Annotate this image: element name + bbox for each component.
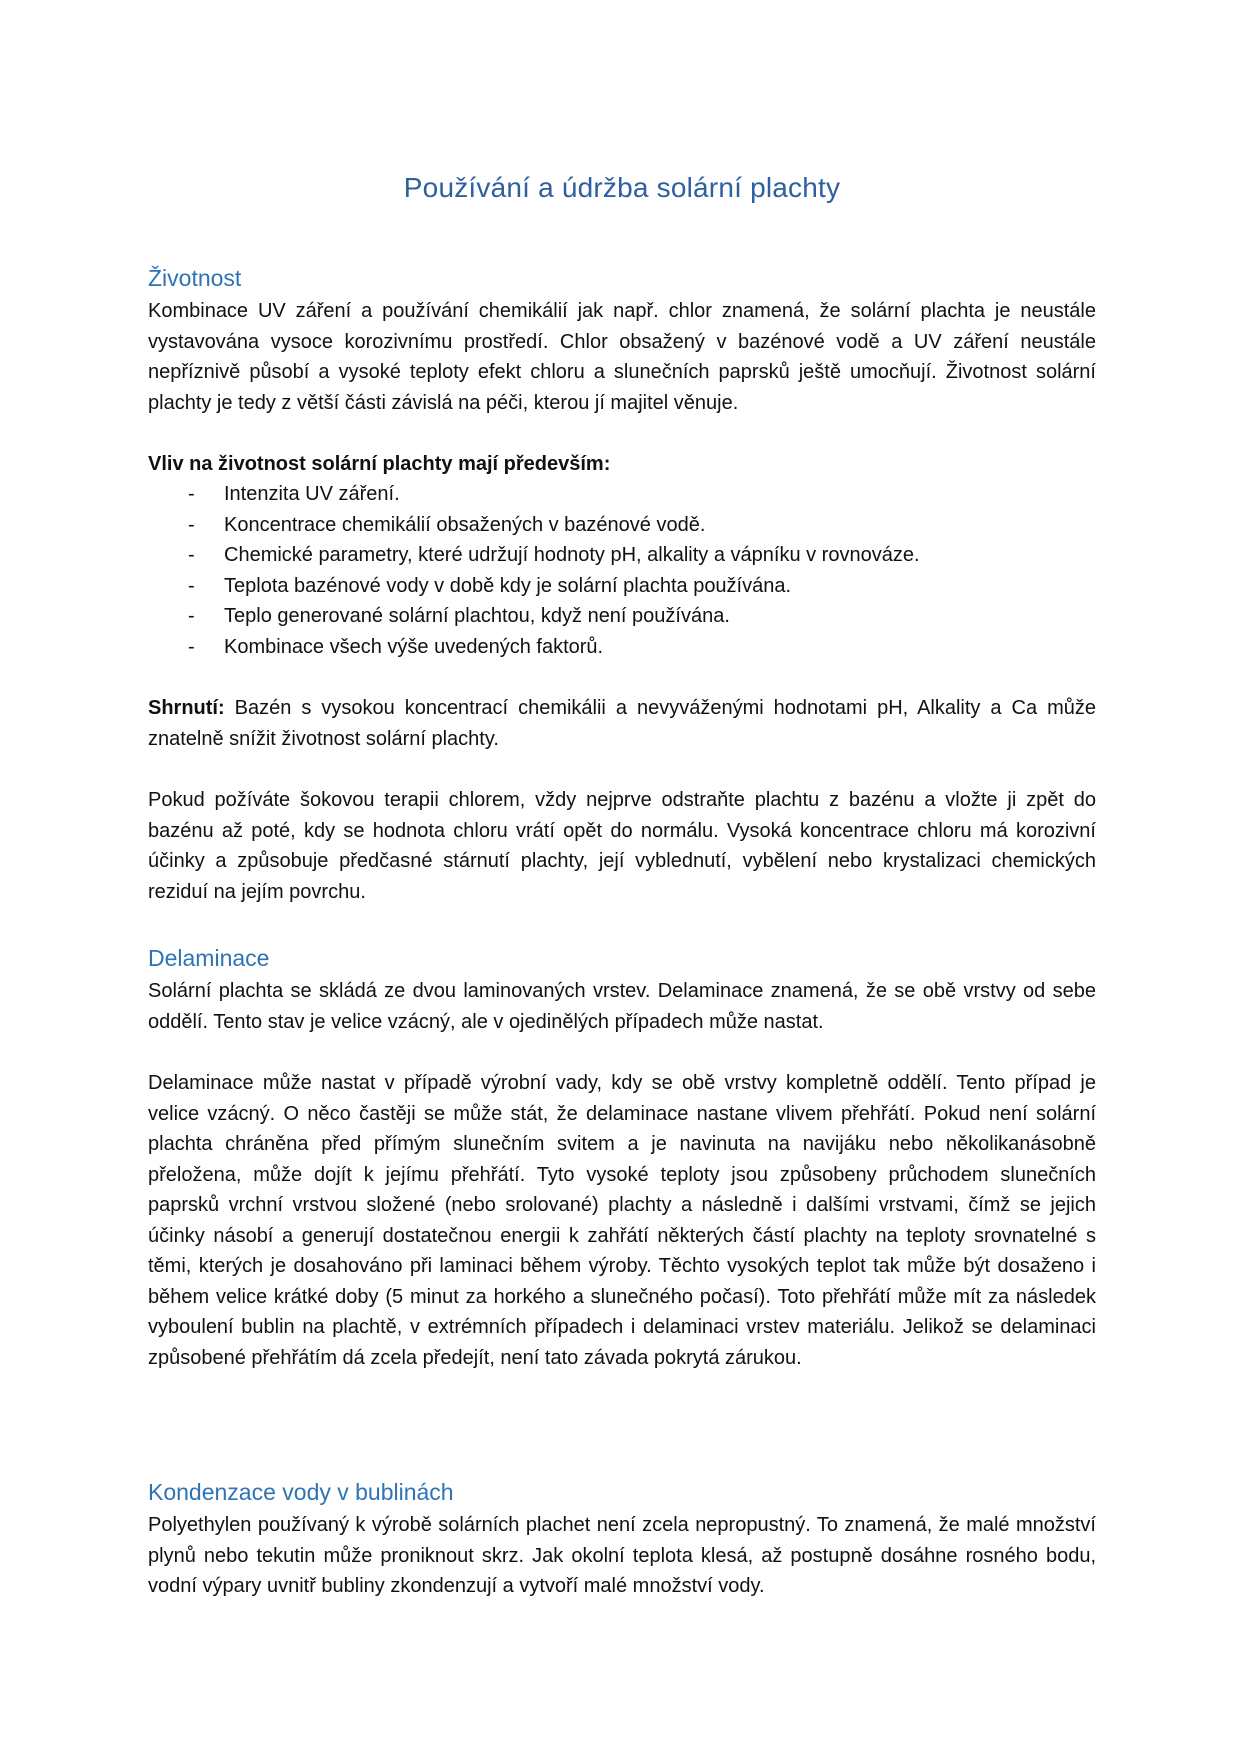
factor-item (148, 540, 1096, 571)
list-dash: - (188, 605, 195, 627)
summary-text: Bazén s vysokou koncentrací chemikálii a nevyváženými hodnotami pH, Alkality a Ca může znatelně snížit životnost solární plachty. (148, 697, 1096, 750)
factor-text: Chemické parametry, které udržují hodnoty pH, alkality a vápníku v rovnováze. (224, 544, 920, 566)
shock-therapy-paragraph: Pokud požíváte šokovou terapii chlorem, vždy nejprve odstraňte plachtu z bazénu a vložte ji zpět do bazénu až poté, kdy se hodnota chloru vrátí opět do normálu. Vysoká koncentrace chloru má korozivní účinky a způsobuje předčasné stárnutí plachty, její vyblednutí, vybělení nebo krystalizaci chemických reziduí na jejím povrchu. (148, 789, 1096, 903)
factor-item (148, 510, 1096, 541)
list-dash: - (188, 544, 195, 566)
factor-text: Kombinace všech výše uvedených faktorů. (224, 635, 604, 658)
summary-paragraph (148, 693, 1096, 754)
kondenzace-paragraph-1: Polyethylen používaný k výrobě solárních plachet není zcela nepropustný. To znamená, že malé množství plynů nebo tekutin může proniknout skrz. Jak okolní teplota klesá, až postupně dosáhne rosného bodu, vodní výpary uvnitř bubliny zkondenzují a vytvoří malé množství vody. (148, 1514, 1096, 1597)
section-heading-zivotnost: Životnost (148, 265, 242, 291)
list-dash: - (188, 574, 195, 597)
factor-item (148, 632, 1096, 663)
zivotnost-intro-paragraph: Kombinace UV záření a používání chemikálií jak např. chlor znamená, že solární plachta je neustále vystavována vysoce korozivnímu prostředí. Chlor obsažený v bazénové vodě a UV záření neustále nepříznivě působí a vysoké teploty efekt chloru a slunečních paprsků ještě umocňují. Životnost solární plachty je tedy z větší části závislá na péči, kterou jí majitel věnuje. (148, 300, 1096, 414)
factor-item (148, 601, 1096, 632)
delaminace-paragraph-2: Delaminace může nastat v případě výrobní vady, kdy se obě vrstvy kompletně oddělí. Tento případ je velice vzácný. O něco častěji se může stát, že delaminace nastane vlivem přehřátí. Pokud není solární plachta chráněna před přímým slunečním svitem a je navinuta na navijáku nebo několikanásobně přeložena, může dojít k jejímu přehřátí. Tyto vysoké teploty jsou způsobeny průchodem slunečních paprsků vrchní vrstvou složené (nebo srolované) plachty a následně i dalšími vrstvami, čímž se jejich účinky násobí a generují dostatečnou energii k zahřátí některých částí plachty na teploty srovnatelné s těmi, kterých je dosahováno při laminaci během výroby. Těchto vysokých teplot tak může být dosaženo i během velice krátké doby (5 minut za horkého a slunečného počasí). Toto přehřátí může mít za následek vyboulení bublin na plachtě, v extrémních případech i delaminaci vrstev materiálu. Jelikož se delaminaci způsobené přehřátím dá zcela předejít, není tato závada pokrytá zárukou. (148, 1072, 1096, 1369)
factor-item (148, 479, 1096, 510)
factors-list (148, 479, 1096, 662)
list-dash: - (188, 483, 195, 505)
section-heading-kondenzace: Kondenzace vody v bublinách (148, 1479, 454, 1505)
document-title: Používání a údržba solární plachty (403, 172, 841, 203)
factor-text: Intenzita UV záření. (224, 483, 400, 505)
factor-item (148, 571, 1096, 602)
factors-title: Vliv na životnost solární plachty mají především: (148, 453, 611, 475)
factor-text: Teplo generované solární plachtou, když není používána. (224, 605, 730, 627)
summary-label: Shrnutí: (148, 697, 225, 719)
factor-text: Teplota bazénové vody v době kdy je solární plachta používána. (224, 574, 792, 597)
section-heading-delaminace: Delaminace (148, 945, 270, 971)
factor-text: Koncentrace chemikálií obsažených v bazénové vodě. (224, 513, 706, 536)
delaminace-paragraph-1: Solární plachta se skládá ze dvou laminovaných vrstev. Delaminace znamená, že se obě vrstvy od sebe oddělí. Tento stav je velice vzácný, ale v ojedinělých případech může nastat. (148, 980, 1096, 1033)
list-dash: - (188, 513, 195, 536)
list-dash: - (188, 635, 195, 658)
